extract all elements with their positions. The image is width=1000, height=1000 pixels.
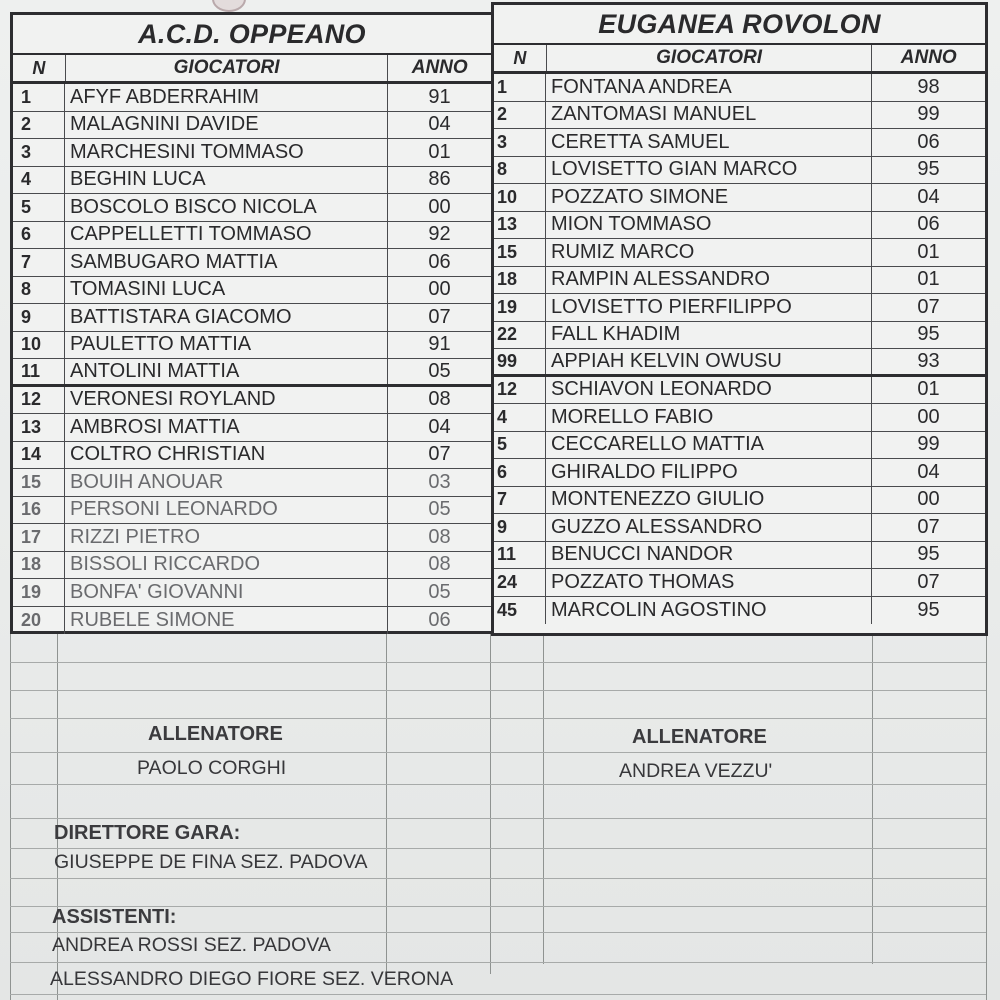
- player-year: 00: [917, 488, 940, 511]
- player-row: [13, 579, 491, 607]
- player-name: AFYF ABDERRAHIM: [65, 84, 388, 111]
- player-year: 93: [917, 349, 940, 372]
- player-row: [494, 157, 985, 185]
- grid-line: [10, 662, 986, 663]
- player-number: 8: [494, 157, 546, 184]
- player-number: 9: [494, 514, 546, 541]
- player-year: 04: [917, 460, 940, 483]
- player-name: BEGHIN LUCA: [65, 167, 388, 194]
- player-year: 07: [917, 295, 940, 318]
- player-year: 01: [428, 140, 451, 163]
- home-header-row: [13, 55, 491, 84]
- assistant-1-name: ANDREA ROSSI SEZ. PADOVA: [52, 934, 331, 956]
- player-number: 8: [13, 277, 65, 304]
- away-team-table: [491, 2, 988, 636]
- grid-line: [10, 634, 11, 1000]
- player-name: PERSONI LEONARDO: [65, 497, 388, 524]
- player-name: FONTANA ANDREA: [546, 74, 872, 101]
- player-row: [13, 469, 491, 497]
- player-number: 6: [494, 459, 546, 486]
- player-row: [13, 84, 491, 112]
- player-number: 16: [13, 497, 65, 524]
- player-name: MION TOMMASO: [546, 212, 872, 239]
- home-team-table: [10, 12, 494, 634]
- player-number: 7: [494, 487, 546, 514]
- home-player-list: [13, 84, 491, 634]
- player-name: CERETTA SAMUEL: [546, 129, 872, 156]
- player-name: MORELLO FABIO: [546, 404, 872, 431]
- player-row: [494, 212, 985, 240]
- player-number: 7: [13, 249, 65, 276]
- player-number: 3: [13, 139, 65, 166]
- player-row: [494, 184, 985, 212]
- player-number: 10: [13, 332, 65, 359]
- player-row: [494, 597, 985, 625]
- player-name: POZZATO THOMAS: [546, 569, 872, 596]
- col-header-year: ANNO: [900, 47, 957, 68]
- player-row: [494, 322, 985, 350]
- player-number: 5: [13, 194, 65, 221]
- player-row: [13, 524, 491, 552]
- player-row: [494, 459, 985, 487]
- grid-line: [10, 818, 986, 819]
- player-name: MARCHESINI TOMMASO: [65, 139, 388, 166]
- player-row: [494, 267, 985, 295]
- player-name: VERONESI ROYLAND: [65, 387, 388, 414]
- player-row: [494, 404, 985, 432]
- player-name: SAMBUGARO MATTIA: [65, 249, 388, 276]
- assistant-2-name: ALESSANDRO DIEGO FIORE SEZ. VERONA: [50, 968, 454, 990]
- player-year: 99: [917, 433, 940, 456]
- player-name: POZZATO SIMONE: [546, 184, 872, 211]
- player-year: 06: [428, 250, 451, 273]
- player-number: 14: [13, 442, 65, 469]
- home-coach-label: ALLENATORE: [148, 723, 283, 745]
- player-name: ANTOLINI MATTIA: [65, 359, 388, 384]
- player-number: 9: [13, 304, 65, 331]
- player-row: [494, 294, 985, 322]
- away-team-name: EUGANEA ROVOLON: [494, 5, 985, 45]
- player-name: COLTRO CHRISTIAN: [65, 442, 388, 469]
- player-number: 4: [13, 167, 65, 194]
- grid-line: [10, 878, 986, 879]
- player-row: [494, 239, 985, 267]
- player-number: 4: [494, 404, 546, 431]
- grid-line: [543, 634, 544, 964]
- grid-line: [10, 932, 986, 933]
- player-name: RUMIZ MARCO: [546, 239, 872, 266]
- player-year: 01: [917, 240, 940, 263]
- player-year: 07: [917, 570, 940, 593]
- player-number: 5: [494, 432, 546, 459]
- player-row: [494, 377, 985, 405]
- player-year: 01: [917, 268, 940, 291]
- player-year: 95: [917, 158, 940, 181]
- player-year: 95: [917, 323, 940, 346]
- player-year: 95: [917, 543, 940, 566]
- player-row: [13, 387, 491, 415]
- player-number: 45: [494, 597, 546, 625]
- player-year: 01: [917, 378, 940, 401]
- player-row: [13, 497, 491, 525]
- player-name: TOMASINI LUCA: [65, 277, 388, 304]
- player-row: [494, 129, 985, 157]
- player-name: BATTISTARA GIACOMO: [65, 304, 388, 331]
- player-year: 05: [428, 498, 451, 521]
- player-number: 2: [494, 102, 546, 129]
- grid-line: [10, 994, 986, 995]
- player-year: 08: [428, 553, 451, 576]
- player-year: 07: [428, 443, 451, 466]
- referee-name: GIUSEPPE DE FINA SEZ. PADOVA: [54, 851, 368, 873]
- grid-line: [986, 634, 987, 1000]
- grid-line: [10, 962, 986, 963]
- grid-line: [386, 634, 387, 974]
- player-number: 3: [494, 129, 546, 156]
- referee-label: DIRETTORE GARA:: [54, 822, 241, 844]
- player-year: 86: [428, 168, 451, 191]
- player-number: 6: [13, 222, 65, 249]
- grid-line: [872, 634, 873, 964]
- player-row: [13, 222, 491, 250]
- player-number: 18: [494, 267, 546, 294]
- player-number: 22: [494, 322, 546, 349]
- grid-line: [10, 690, 986, 691]
- player-year: 06: [428, 608, 451, 631]
- player-number: 17: [13, 524, 65, 551]
- player-year: 07: [428, 305, 451, 328]
- player-row: [13, 359, 491, 387]
- player-number: 1: [13, 84, 65, 111]
- player-year: 91: [428, 333, 451, 356]
- player-name: APPIAH KELVIN OWUSU: [546, 349, 872, 374]
- league-logo-icon: [212, 0, 246, 12]
- player-year: 07: [917, 515, 940, 538]
- player-number: 19: [494, 294, 546, 321]
- player-year: 05: [428, 359, 451, 382]
- player-year: 91: [428, 85, 451, 108]
- player-row: [13, 112, 491, 140]
- player-row: [13, 332, 491, 360]
- player-row: [494, 349, 985, 377]
- player-name: BENUCCI NANDOR: [546, 542, 872, 569]
- player-name: RAMPIN ALESSANDRO: [546, 267, 872, 294]
- player-number: 2: [13, 112, 65, 139]
- grid-line: [10, 784, 986, 785]
- away-player-list: [494, 74, 985, 624]
- player-number: 24: [494, 569, 546, 596]
- grid-line: [10, 718, 986, 719]
- player-number: 13: [494, 212, 546, 239]
- player-year: 04: [428, 113, 451, 136]
- player-year: 00: [428, 278, 451, 301]
- player-name: BISSOLI RICCARDO: [65, 552, 388, 579]
- player-name: PAULETTO MATTIA: [65, 332, 388, 359]
- player-year: 00: [428, 195, 451, 218]
- col-header-number: N: [13, 55, 66, 81]
- player-name: CAPPELLETTI TOMMASO: [65, 222, 388, 249]
- player-year: 99: [917, 103, 940, 126]
- player-name: FALL KHADIM: [546, 322, 872, 349]
- player-name: ZANTOMASI MANUEL: [546, 102, 872, 129]
- player-number: 15: [13, 469, 65, 496]
- player-row: [494, 514, 985, 542]
- player-name: GUZZO ALESSANDRO: [546, 514, 872, 541]
- player-number: 10: [494, 184, 546, 211]
- player-row: [494, 569, 985, 597]
- player-name: RUBELE SIMONE: [65, 607, 388, 635]
- player-name: MALAGNINI DAVIDE: [65, 112, 388, 139]
- player-row: [494, 74, 985, 102]
- grid-line: [490, 634, 491, 974]
- player-name: BOSCOLO BISCO NICOLA: [65, 194, 388, 221]
- player-number: 11: [13, 359, 65, 384]
- player-year: 05: [428, 580, 451, 603]
- player-name: LOVISETTO GIAN MARCO: [546, 157, 872, 184]
- player-row: [13, 442, 491, 470]
- player-year: 03: [428, 470, 451, 493]
- player-year: 92: [428, 223, 451, 246]
- player-name: LOVISETTO PIERFILIPPO: [546, 294, 872, 321]
- player-number: 12: [494, 377, 546, 404]
- player-number: 18: [13, 552, 65, 579]
- player-number: 11: [494, 542, 546, 569]
- player-row: [13, 167, 491, 195]
- player-year: 08: [428, 388, 451, 411]
- player-row: [13, 552, 491, 580]
- col-header-year: ANNO: [411, 57, 468, 78]
- player-year: 04: [917, 185, 940, 208]
- grid-line: [10, 752, 986, 753]
- player-name: BONFA' GIOVANNI: [65, 579, 388, 606]
- player-row: [13, 304, 491, 332]
- player-number: 13: [13, 414, 65, 441]
- player-row: [494, 432, 985, 460]
- player-name: CECCARELLO MATTIA: [546, 432, 872, 459]
- home-coach-name: PAOLO CORGHI: [137, 757, 287, 779]
- player-number: 12: [13, 387, 65, 414]
- player-number: 19: [13, 579, 65, 606]
- player-number: 20: [13, 607, 65, 635]
- player-row: [494, 542, 985, 570]
- player-name: MARCOLIN AGOSTINO: [546, 597, 872, 625]
- col-header-players: GIOCATORI: [547, 45, 873, 71]
- player-year: 08: [428, 525, 451, 548]
- player-number: 1: [494, 74, 546, 101]
- player-row: [13, 414, 491, 442]
- player-name: RIZZI PIETRO: [65, 524, 388, 551]
- player-name: BOUIH ANOUAR: [65, 469, 388, 496]
- away-header-row: [494, 45, 985, 74]
- player-row: [13, 139, 491, 167]
- grid-line: [10, 848, 986, 849]
- assistants-label: ASSISTENTI:: [52, 906, 177, 928]
- away-coach-name: ANDREA VEZZU': [619, 760, 773, 782]
- player-year: 95: [917, 598, 940, 621]
- player-name: SCHIAVON LEONARDO: [546, 377, 872, 404]
- home-team-name: A.C.D. OPPEANO: [13, 15, 491, 55]
- player-name: AMBROSI MATTIA: [65, 414, 388, 441]
- player-row: [494, 102, 985, 130]
- player-year: 04: [428, 415, 451, 438]
- player-row: [13, 607, 491, 635]
- col-header-number: N: [494, 45, 547, 71]
- player-row: [13, 249, 491, 277]
- player-year: 06: [917, 213, 940, 236]
- player-year: 98: [917, 75, 940, 98]
- col-header-players: GIOCATORI: [66, 55, 389, 81]
- player-row: [13, 277, 491, 305]
- player-number: 15: [494, 239, 546, 266]
- player-number: 99: [494, 349, 546, 374]
- player-name: GHIRALDO FILIPPO: [546, 459, 872, 486]
- player-row: [13, 194, 491, 222]
- player-row: [494, 487, 985, 515]
- player-year: 00: [917, 405, 940, 428]
- player-year: 06: [917, 130, 940, 153]
- away-coach-label: ALLENATORE: [632, 726, 767, 748]
- player-name: MONTENEZZO GIULIO: [546, 487, 872, 514]
